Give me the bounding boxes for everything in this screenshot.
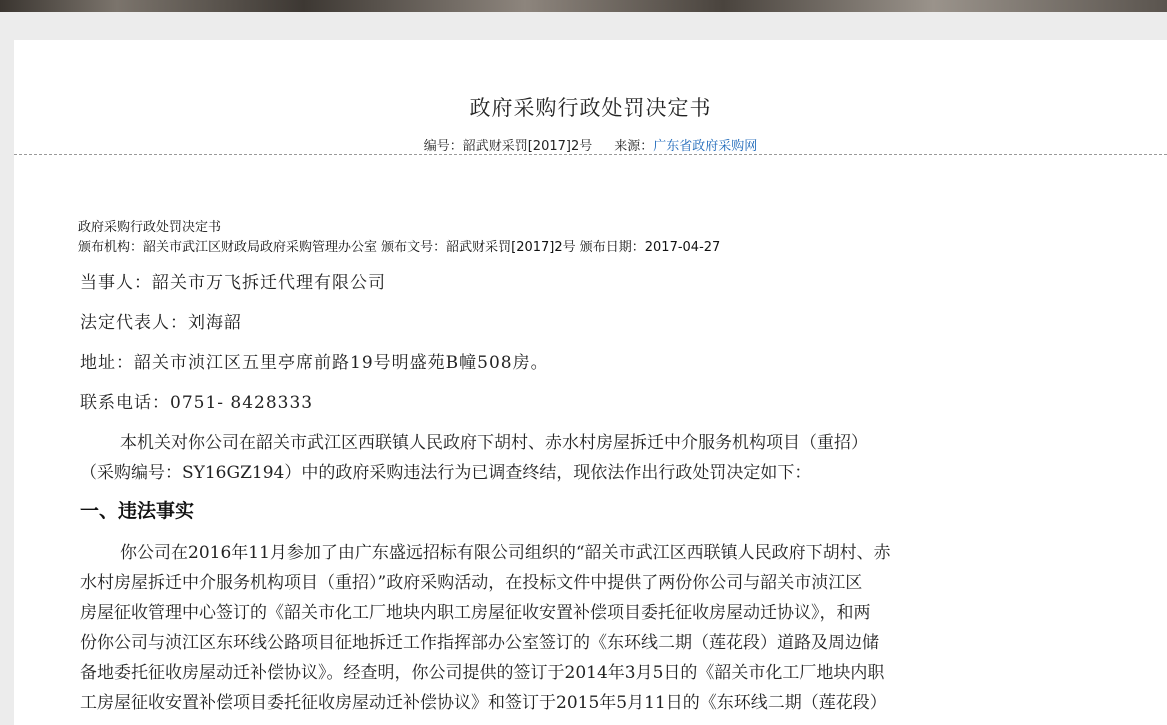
page-title: 政府采购行政处罚决定书	[469, 96, 712, 120]
info-title: 政府采购行政处罚决定书	[78, 220, 222, 235]
source-link[interactable]: 广东省政府采购网	[653, 139, 758, 154]
dashed-divider	[14, 154, 1167, 155]
body-line-2: 水村房屋拆迁中介服务机构项目（重招）”政府采购活动，在投标文件中提供了两份你公司与韶关市浈江区	[80, 573, 863, 593]
number-label: 编号：	[423, 139, 463, 154]
source-label: 来源：	[614, 139, 654, 154]
intro-line-2: （采购编号：SY16GZ194）中的政府采购违法行为已调查终结，现依法作出行政处罚决定如下：	[80, 463, 812, 483]
top-background-strip	[0, 0, 1167, 12]
document-number: 韶武财采罚[2017]2号	[462, 139, 593, 154]
phone-line: 联系电话：0751- 8428333	[80, 393, 314, 413]
body-line-1: 你公司在2016年11月参加了由广东盛远招标有限公司组织的“韶关市武江区西联镇人民政府下胡村、赤	[120, 543, 891, 563]
body-line-5: 备地委托征收房屋动迁补偿协议》。经查明，你公司提供的签订于2014年3月5日的《韶关市化工厂地块内职	[80, 663, 885, 683]
body-line-4: 份你公司与浈江区东环线公路项目征地拆迁工作指挥部办公室签订的《东环线二期（莲花段）道路及周边储	[80, 633, 879, 653]
info-issuer-line: 颁布机构：韶关市武江区财政局政府采购管理办公室 颁布文号：韶武财采罚[2017]2号 颁布日期：2017-04-27	[78, 240, 721, 255]
address-line: 地址：韶关市浈江区五里亭席前路19号明盛苑B幢508房。	[80, 353, 549, 373]
section-heading-violation-facts: 一、违法事实	[80, 500, 195, 522]
body-line-6: 工房屋征收安置补偿项目委托征收房屋动迁补偿协议》和签订于2015年5月11日的《东环线二期（莲花段）	[80, 693, 887, 713]
document-meta	[14, 135, 1167, 154]
body-line-3: 房屋征收管理中心签订的《韶关市化工厂地块内职工房屋征收安置补偿项目委托征收房屋动迁协议》，和两	[80, 603, 871, 623]
document-page	[14, 40, 1167, 725]
legal-representative-line: 法定代表人：刘海韶	[80, 313, 242, 333]
party-line: 当事人：韶关市万飞拆迁代理有限公司	[80, 273, 386, 293]
intro-line-1: 本机关对你公司在韶关市武江区西联镇人民政府下胡村、赤水村房屋拆迁中介服务机构项目（重招）	[120, 433, 868, 453]
